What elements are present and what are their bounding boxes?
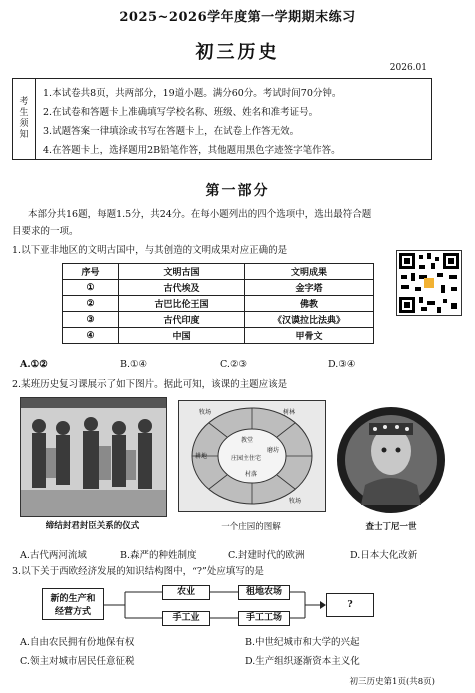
table-cell: ④ — [63, 328, 119, 344]
image-caption: 查士丁尼一世 — [365, 522, 417, 532]
page-footer: 初三历史第1页(共8页) — [349, 677, 435, 687]
manor-label: 教堂 — [241, 437, 254, 444]
table-cell: ② — [63, 296, 119, 312]
table-header: 序号 — [63, 264, 119, 280]
exam-title: 2025~2026学年度第一学期期末练习 — [119, 10, 356, 25]
notice-rule: 4.在答题卡上，选择题用2B铅笔作答，其他题用黑色字迹签字笔作答。 — [43, 145, 341, 156]
manor-diagram — [178, 400, 326, 512]
table-cell: 佛教 — [245, 296, 374, 312]
manor-label: 磨坊 — [267, 447, 280, 454]
table-row — [63, 328, 374, 344]
manor-label: 牧场 — [199, 409, 212, 416]
flow-box-agriculture: 农业 — [162, 585, 210, 600]
table-row — [63, 280, 374, 296]
part-intro-line1: 本部分共16题，每题1.5分，共24分。在每小题列出的四个选项中，选出最符合题 — [28, 209, 372, 220]
exam-date: 2026.01 — [389, 63, 427, 73]
table-cell: ③ — [63, 312, 119, 328]
manor-label: 树林 — [283, 409, 296, 416]
table-cell: 金字塔 — [245, 280, 374, 296]
manor-label: 耕地 — [195, 453, 208, 460]
qr-code — [396, 250, 462, 316]
notice-rule: 2.在试卷和答题卡上准确填写学校名称、班级、姓名和准考证号。 — [43, 107, 319, 118]
table-row — [63, 312, 374, 328]
table-header: 文明成果 — [245, 264, 374, 280]
table-cell: 《汉谟拉比法典》 — [245, 312, 374, 328]
q2-option-d[interactable]: D.日本大化改新 — [350, 550, 418, 561]
subject-title: 初三历史 — [195, 42, 280, 63]
flow-box-unknown: ? — [326, 593, 374, 617]
part-intro-line2: 目要求的一项。 — [12, 226, 79, 237]
q1-option-b[interactable]: B.①④ — [120, 359, 148, 370]
table-header: 文明古国 — [119, 264, 245, 280]
table-header-row — [63, 264, 374, 280]
manor-label: 村落 — [245, 471, 258, 478]
ceremony-image — [20, 397, 167, 517]
notice-side-label: 考 生 须 知 — [13, 79, 36, 159]
table-cell: ① — [63, 280, 119, 296]
q1-table — [62, 263, 374, 344]
q2-option-a[interactable]: A.古代两河流域 — [20, 550, 87, 561]
table-cell: 古巴比伦王国 — [119, 296, 245, 312]
q1-option-d[interactable]: D.③④ — [328, 359, 356, 370]
q3-option-a[interactable]: A.自由农民拥有份地保有权 — [20, 637, 135, 648]
justinian-portrait — [335, 405, 447, 515]
q3-option-d[interactable]: D.生产组织逐渐资本主义化 — [245, 656, 360, 667]
flow-box-workshop: 手工工场 — [238, 611, 290, 626]
image-caption: 缔结封君封臣关系的仪式 — [45, 521, 140, 531]
image-caption: 一个庄园的图解 — [221, 522, 281, 532]
q1-stem: 1.以下亚非地区的文明古国中，与其创造的文明成果对应正确的是 — [12, 245, 288, 256]
table-cell: 中国 — [119, 328, 245, 344]
notice-box — [12, 78, 432, 160]
manor-label: 庄园主住宅 — [231, 455, 262, 462]
q1-option-c[interactable]: C.②③ — [220, 359, 247, 370]
table-cell: 古代印度 — [119, 312, 245, 328]
notice-rule: 1.本试卷共8页，共两部分，19道小题。满分60分。考试时间70分钟。 — [43, 88, 342, 99]
notice-rule: 3.试题答案一律填涂或书写在答题卡上，在试卷上作答无效。 — [43, 126, 300, 137]
flow-source-box: 新的生产和 经营方式 — [42, 588, 104, 620]
flow-box-handicraft: 手工业 — [162, 611, 210, 626]
q3-option-b[interactable]: B.中世纪城市和大学的兴起 — [245, 637, 360, 648]
manor-label: 牧场 — [289, 498, 302, 505]
flow-box-tenant-farm: 租地农场 — [238, 585, 290, 600]
q2-option-c[interactable]: C.封建时代的欧洲 — [228, 550, 305, 561]
table-cell: 古代埃及 — [119, 280, 245, 296]
table-row — [63, 296, 374, 312]
q3-stem: 3.以下关于西欧经济发展的知识结构图中，“?”处应填写的是 — [12, 566, 264, 577]
table-cell: 甲骨文 — [245, 328, 374, 344]
q2-option-b[interactable]: B.森严的种姓制度 — [120, 550, 197, 561]
part-title: 第一部分 — [205, 183, 270, 199]
q2-stem: 2.某班历史复习课展示了如下图片。据此可知，该课的主题应该是 — [12, 379, 288, 390]
q3-option-c[interactable]: C.领主对城市居民任意征税 — [20, 656, 135, 667]
q1-option-a[interactable]: A.①② — [20, 359, 48, 370]
